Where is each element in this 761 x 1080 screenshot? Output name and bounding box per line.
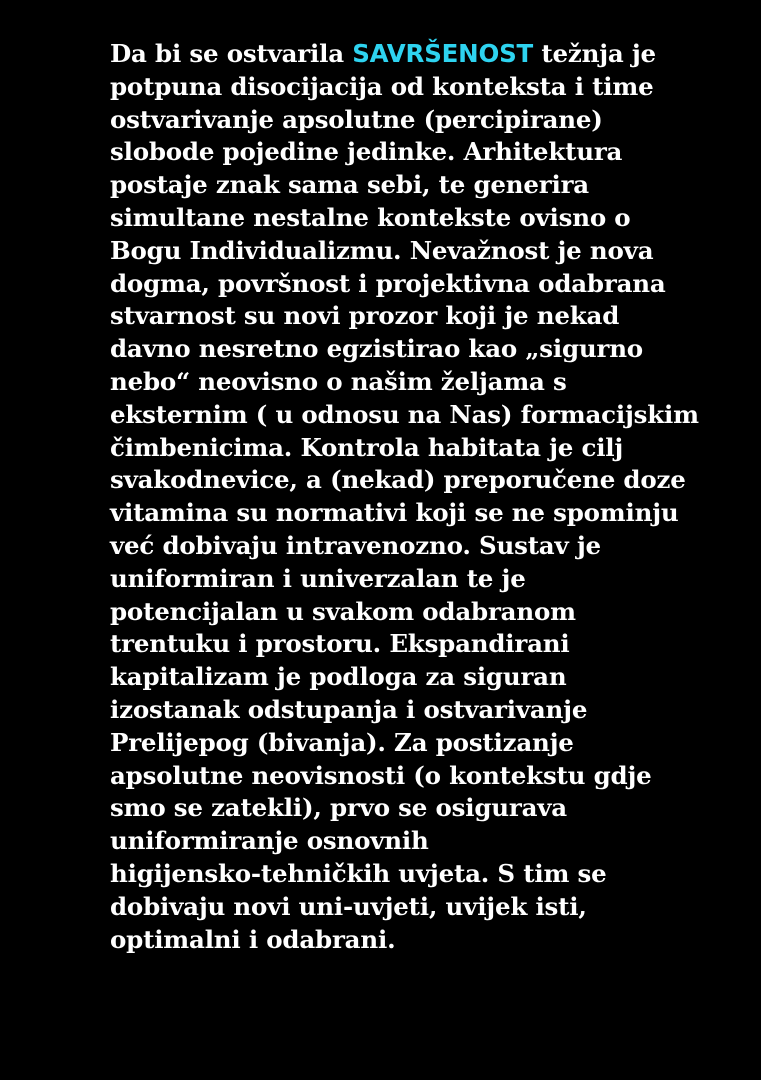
- paragraph-line: ostvarivanje apsolutne (percipirane): [110, 104, 603, 134]
- paragraph-line: potencijalan u svakom odabranom: [110, 596, 576, 626]
- paragraph-line: već dobivaju intravenozno. Sustav je: [110, 530, 601, 560]
- paragraph-line: dogma, površnost i projektivna odabrana: [110, 268, 666, 298]
- paragraph-line: vitamina su normativi koji se ne spominju: [110, 498, 679, 528]
- highlighted-word: SAVRŠENOST: [352, 39, 534, 68]
- paragraph-line: trentuku i prostoru. Ekspandirani: [110, 629, 570, 659]
- paragraph-line: izostanak odstupanja i ostvarivanje: [110, 694, 588, 724]
- paragraph-line: postaje znak sama sebi, te generira: [110, 170, 589, 200]
- paragraph-line: stvarnost su novi prozor koji je nekad: [110, 301, 620, 331]
- paragraph-line: uniformiran i univerzalan te je: [110, 563, 526, 593]
- line-text-after-highlight: težnja je: [533, 39, 656, 68]
- paragraph-line: potpuna disocijacija od konteksta i time: [110, 71, 654, 101]
- paragraph-line: čimbenicima. Kontrola habitata je cilj: [110, 432, 624, 462]
- paragraph-line: kapitalizam je podloga za siguran: [110, 662, 567, 692]
- paragraph-line: optimalni i odabrani.: [110, 924, 396, 954]
- paragraph-line: [110, 38, 750, 71]
- paragraph-line: Bogu Individualizmu. Nevažnost je nova: [110, 235, 654, 265]
- paragraph-line: higijensko-tehničkih uvjeta. S tim se: [110, 858, 607, 888]
- paragraph-line: Prelijepog (bivanja). Za postizanje: [110, 727, 574, 757]
- paragraph-line: smo se zatekli), prvo se osigurava: [110, 793, 567, 823]
- paragraph-line: svakodnevice, a (nekad) preporučene doze: [110, 465, 686, 495]
- paragraph-line: eksternim ( u odnosu na Nas) formacijskim: [110, 399, 699, 429]
- paragraph-line: uniformiranje osnovnih: [110, 826, 429, 856]
- paragraph-line: nebo“ neovisno o našim željama s: [110, 366, 567, 396]
- paragraph-line: apsolutne neovisnosti (o kontekstu gdje: [110, 760, 652, 790]
- body-paragraph: [110, 38, 750, 956]
- paragraph-line: simultane nestalne kontekste ovisno o: [110, 202, 631, 232]
- paragraph-line: slobode pojedine jedinke. Arhitektura: [110, 137, 623, 167]
- line-text-before-highlight: Da bi se ostvarila: [110, 39, 353, 68]
- paragraph-line: dobivaju novi uni-uvjeti, uvijek isti,: [110, 891, 587, 921]
- paragraph-line: davno nesretno egzistirao kao „sigurno: [110, 334, 643, 364]
